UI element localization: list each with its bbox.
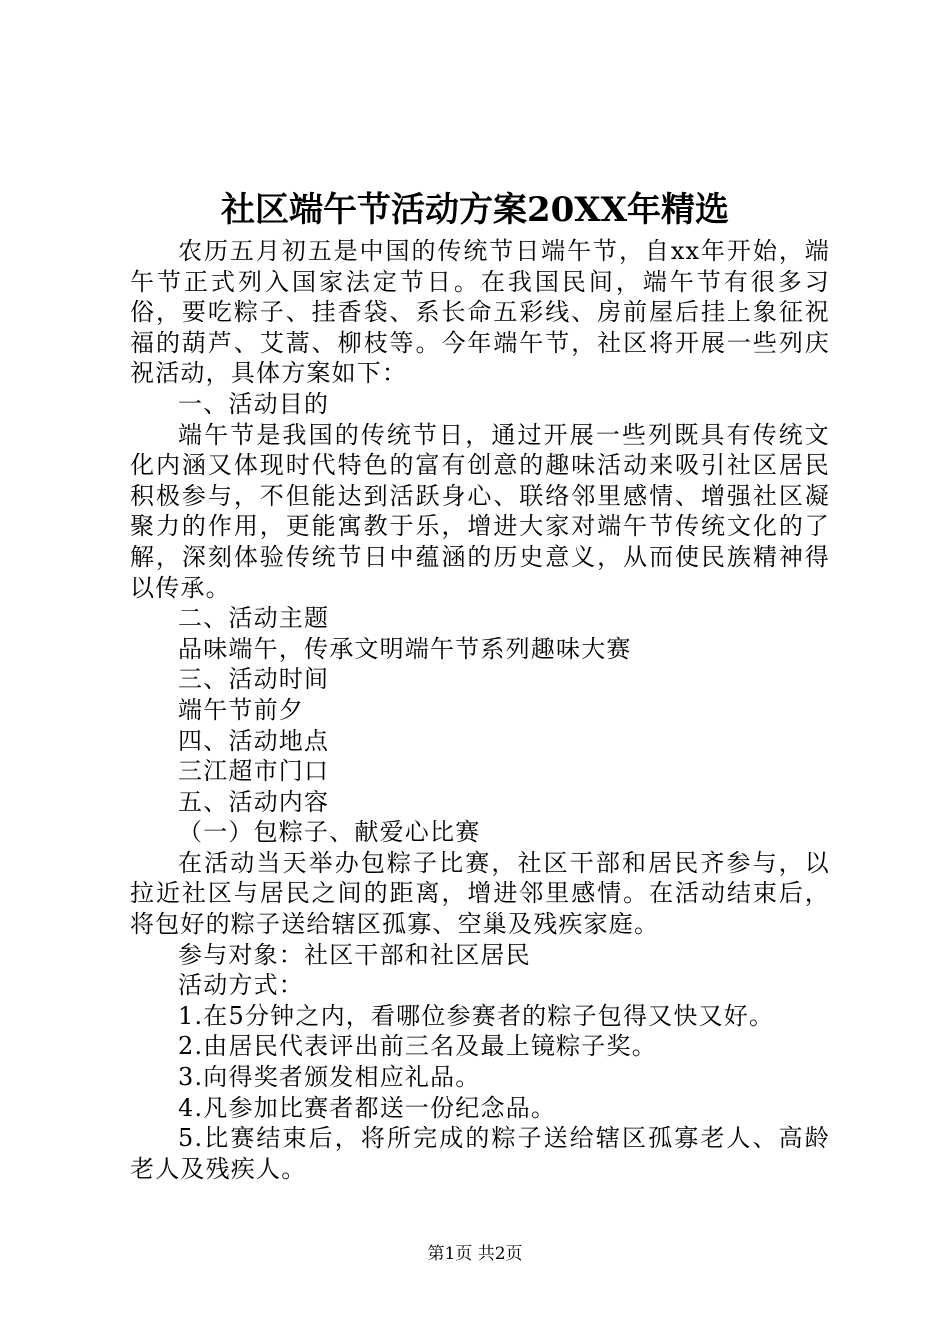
list-item-5: 5.比赛结束后，将所完成的粽子送给辖区孤寡老人、高龄老人及残疾人。 (130, 1124, 830, 1183)
paragraph-participants: 参与对象：社区干部和社区居民 (178, 940, 531, 969)
list-item-1: 1.在5分钟之内，看哪位参赛者的粽子包得又快又好。 (178, 1001, 775, 1030)
paragraph-zongzi-contest: 在活动当天举办包粽子比赛，社区干部和居民齐参与，以拉近社区与居民之间的距离，增进邻里感情。在活动结束后，将包好的粽子送给辖区孤寡、空巢及残疾家庭。 (130, 848, 830, 939)
paragraph-intro: 农历五月初五是中国的传统节日端午节，自xx年开始，端午节正式列入国家法定节日。在我国民间，端午节有很多习俗，要吃粽子、挂香袋、系长命五彩线、房前屋后挂上象征祝福的葫芦、艾蒿、柳枝等。今年端午节，社区将开展一些列庆祝活动，具体方案如下： (130, 237, 830, 388)
document-body (130, 236, 830, 1184)
list-item-3: 3.向得奖者颁发相应礼品。 (178, 1063, 481, 1092)
list-item-2: 2.由居民代表评出前三名及最上镜粽子奖。 (178, 1032, 657, 1061)
paragraph-activity-time: 端午节前夕 (178, 695, 304, 724)
heading-activity-content: 五、活动内容 (178, 787, 330, 816)
subheading-zongzi-contest: （一）包粽子、献爱心比赛 (178, 818, 481, 847)
heading-activity-theme: 二、活动主题 (178, 604, 330, 633)
paragraph-activity-purpose: 端午节是我国的传统节日，通过开展一些列既具有传统文化内涵又体现时代特色的富有创意的趣味活动来吸引社区居民积极参与，不但能达到活跃身心、联络邻里感情、增强社区凝聚力的作用，更能寓教于乐，增进大家对端午节传统文化的了解，深刻体验传统节日中蕴涵的历史意义，从而使民族精神得以传承。 (130, 420, 830, 602)
page-footer: 第1页 共2页 (427, 1244, 523, 1264)
paragraph-activity-theme: 品味端午，传承文明端午节系列趣味大赛 (178, 634, 632, 663)
paragraph-activity-location: 三江超市门口 (178, 757, 330, 786)
heading-activity-time: 三、活动时间 (178, 665, 330, 694)
heading-activity-purpose: 一、活动目的 (178, 389, 330, 418)
heading-activity-location: 四、活动地点 (178, 726, 330, 755)
document-title: 社区端午节活动方案20XX年精选 (220, 190, 730, 230)
list-item-4: 4.凡参加比赛者都送一份纪念品。 (178, 1093, 557, 1122)
paragraph-method-label: 活动方式： (178, 971, 304, 1000)
